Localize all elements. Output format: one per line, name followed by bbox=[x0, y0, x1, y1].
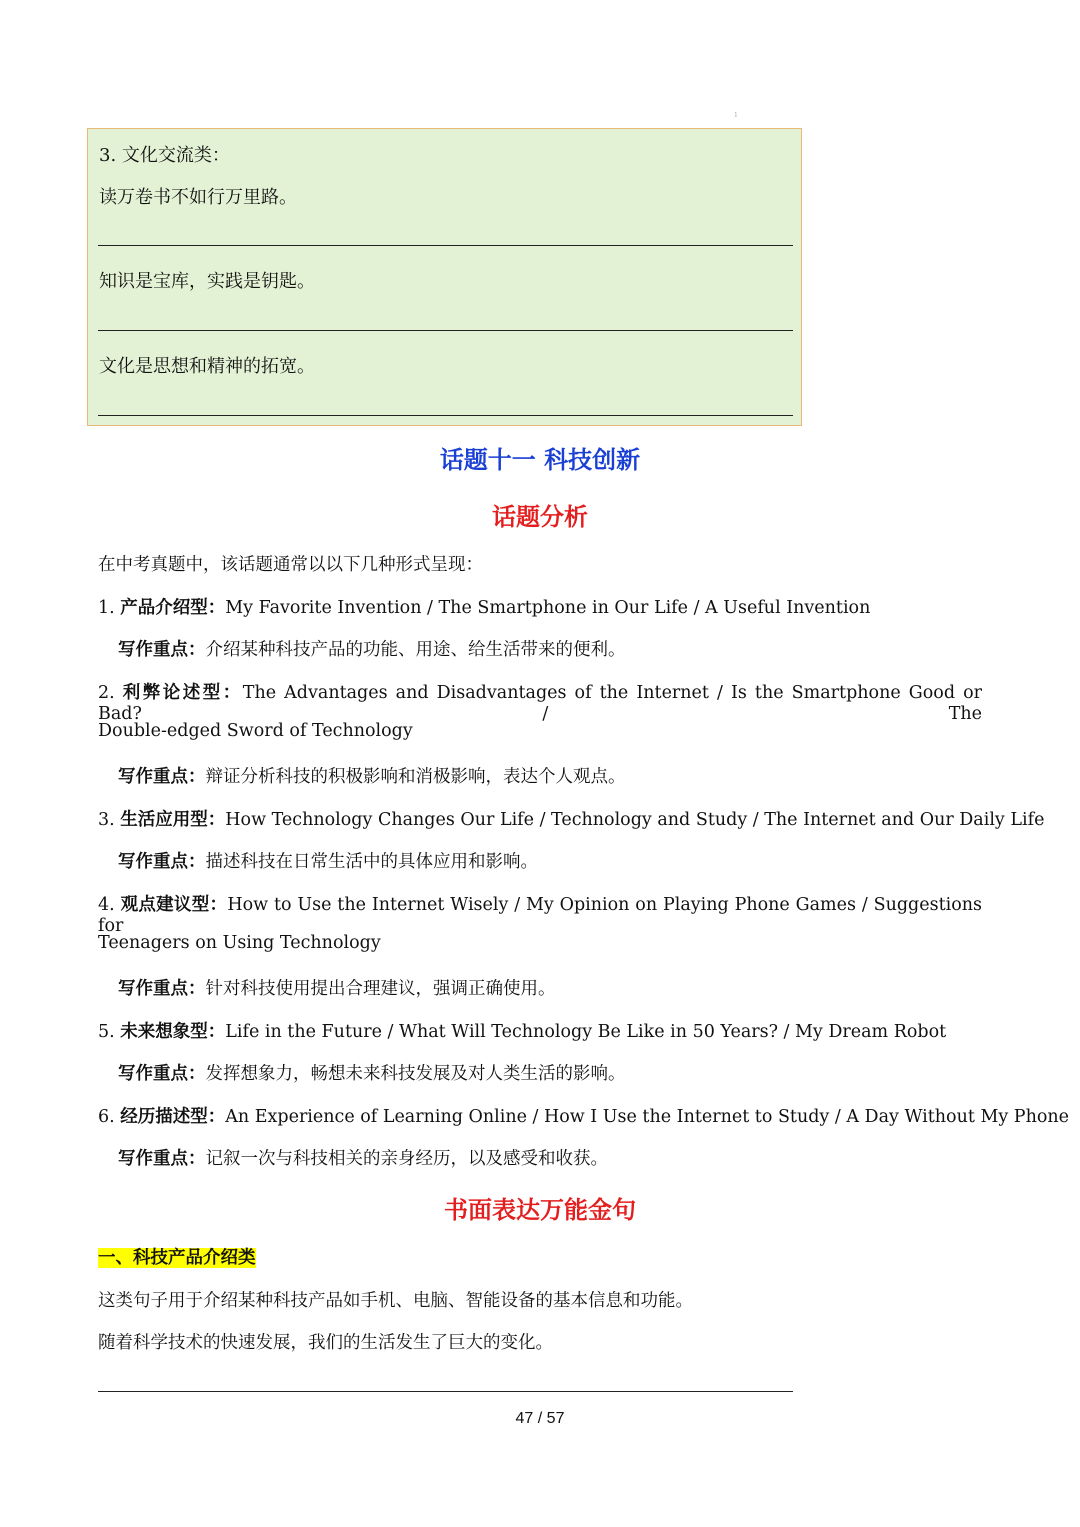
item-number: 1. bbox=[98, 598, 121, 618]
item-type: 产品介绍型： bbox=[120, 598, 226, 618]
focus-text: 描述科技在日常生活中的具体应用和影响。 bbox=[205, 852, 538, 872]
page-number bbox=[0, 1410, 1080, 1428]
focus-text: 针对科技使用提出合理建议，强调正确使用。 bbox=[205, 979, 556, 999]
analysis-title: 话题分析 bbox=[492, 502, 588, 531]
item-4 bbox=[98, 891, 982, 936]
box-sentence-2: 知识是宝库，实践是钥匙。 bbox=[99, 271, 315, 292]
golden-sentences-title: 书面表达万能金句 bbox=[444, 1195, 636, 1224]
item-2 bbox=[98, 679, 982, 724]
focus-label: 写作重点： bbox=[118, 979, 206, 999]
blank-line-3[interactable] bbox=[98, 415, 793, 416]
item-number: 4. bbox=[98, 895, 121, 915]
focus-text: 介绍某种科技产品的功能、用途、给生活带来的便利。 bbox=[205, 640, 626, 660]
item-topics: How Technology Changes Our Life / Technology and Study / The Internet and Our Daily Life bbox=[225, 810, 1045, 830]
blank-line-2[interactable] bbox=[98, 330, 793, 331]
item-3 bbox=[98, 806, 1044, 831]
section-1-example: 随着科学技术的快速发展，我们的生活发生了巨大的变化。 bbox=[98, 1333, 553, 1353]
page-current: 47 bbox=[515, 1410, 534, 1427]
focus-label: 写作重点： bbox=[118, 1064, 206, 1084]
focus-text: 记叙一次与科技相关的亲身经历，以及感受和收获。 bbox=[205, 1149, 608, 1169]
focus-label: 写作重点： bbox=[118, 640, 206, 660]
item-type: 利弊论述型： bbox=[122, 683, 243, 703]
item-topics: Life in the Future / What Will Technology Be Like in 50 Years? / My Dream Robot bbox=[225, 1022, 947, 1042]
page-mark: 1 bbox=[734, 112, 738, 119]
item-type: 观点建议型： bbox=[120, 895, 228, 915]
item-topics: An Experience of Learning Online / How I Use the Internet to Study / A Day Without My Phone bbox=[225, 1107, 1070, 1127]
topic-title: 话题十一 科技创新 bbox=[439, 445, 641, 474]
item-2-focus bbox=[118, 763, 626, 788]
item-4-cont: Teenagers on Using Technology bbox=[98, 933, 381, 953]
box-sentence-1: 读万卷书不如行万里路。 bbox=[99, 187, 297, 208]
section-1-title bbox=[98, 1244, 256, 1269]
item-2-cont: Double-edged Sword of Technology bbox=[98, 721, 413, 741]
section-1-desc: 这类句子用于介绍某种科技产品如手机、电脑、智能设备的基本信息和功能。 bbox=[98, 1291, 693, 1311]
item-type: 经历描述型： bbox=[120, 1107, 226, 1127]
box-sentence-3: 文化是思想和精神的拓宽。 bbox=[99, 356, 315, 377]
item-topics: The Advantages and Disadvantages of the Internet / Is the Smartphone Good or Bad? / The bbox=[98, 683, 982, 724]
item-1 bbox=[98, 594, 870, 619]
item-6 bbox=[98, 1103, 1069, 1128]
item-number: 2. bbox=[98, 683, 123, 703]
item-5-focus bbox=[118, 1060, 626, 1085]
item-topics: How to Use the Internet Wisely / My Opinion on Playing Phone Games / Suggestions for bbox=[98, 895, 983, 936]
intro-text: 在中考真题中，该话题通常以以下几种形式呈现： bbox=[98, 555, 483, 575]
item-6-focus bbox=[118, 1145, 608, 1170]
item-number: 3. bbox=[98, 810, 121, 830]
focus-text: 发挥想象力，畅想未来科技发展及对人类生活的影响。 bbox=[205, 1064, 626, 1084]
item-1-focus bbox=[118, 636, 626, 661]
item-4-focus bbox=[118, 975, 556, 1000]
blank-line-1[interactable] bbox=[98, 245, 793, 246]
footer-divider bbox=[98, 1391, 793, 1392]
item-type: 未来想象型： bbox=[120, 1022, 226, 1042]
item-type: 生活应用型： bbox=[120, 810, 226, 830]
item-number: 5. bbox=[98, 1022, 121, 1042]
page-separator: / bbox=[533, 1410, 547, 1427]
focus-label: 写作重点： bbox=[118, 852, 206, 872]
box-title: 3. 文化交流类： bbox=[99, 145, 230, 166]
focus-text: 辩证分析科技的积极影响和消极影响，表达个人观点。 bbox=[205, 767, 626, 787]
item-5 bbox=[98, 1018, 946, 1043]
focus-label: 写作重点： bbox=[118, 767, 206, 787]
highlighted-heading: 一、科技产品介绍类 bbox=[98, 1248, 256, 1268]
culture-exchange-box bbox=[87, 128, 802, 426]
item-3-focus bbox=[118, 848, 538, 873]
page-total: 57 bbox=[546, 1410, 565, 1427]
focus-label: 写作重点： bbox=[118, 1149, 206, 1169]
item-topics: My Favorite Invention / The Smartphone in Our Life / A Useful Invention bbox=[225, 598, 871, 618]
item-number: 6. bbox=[98, 1107, 121, 1127]
